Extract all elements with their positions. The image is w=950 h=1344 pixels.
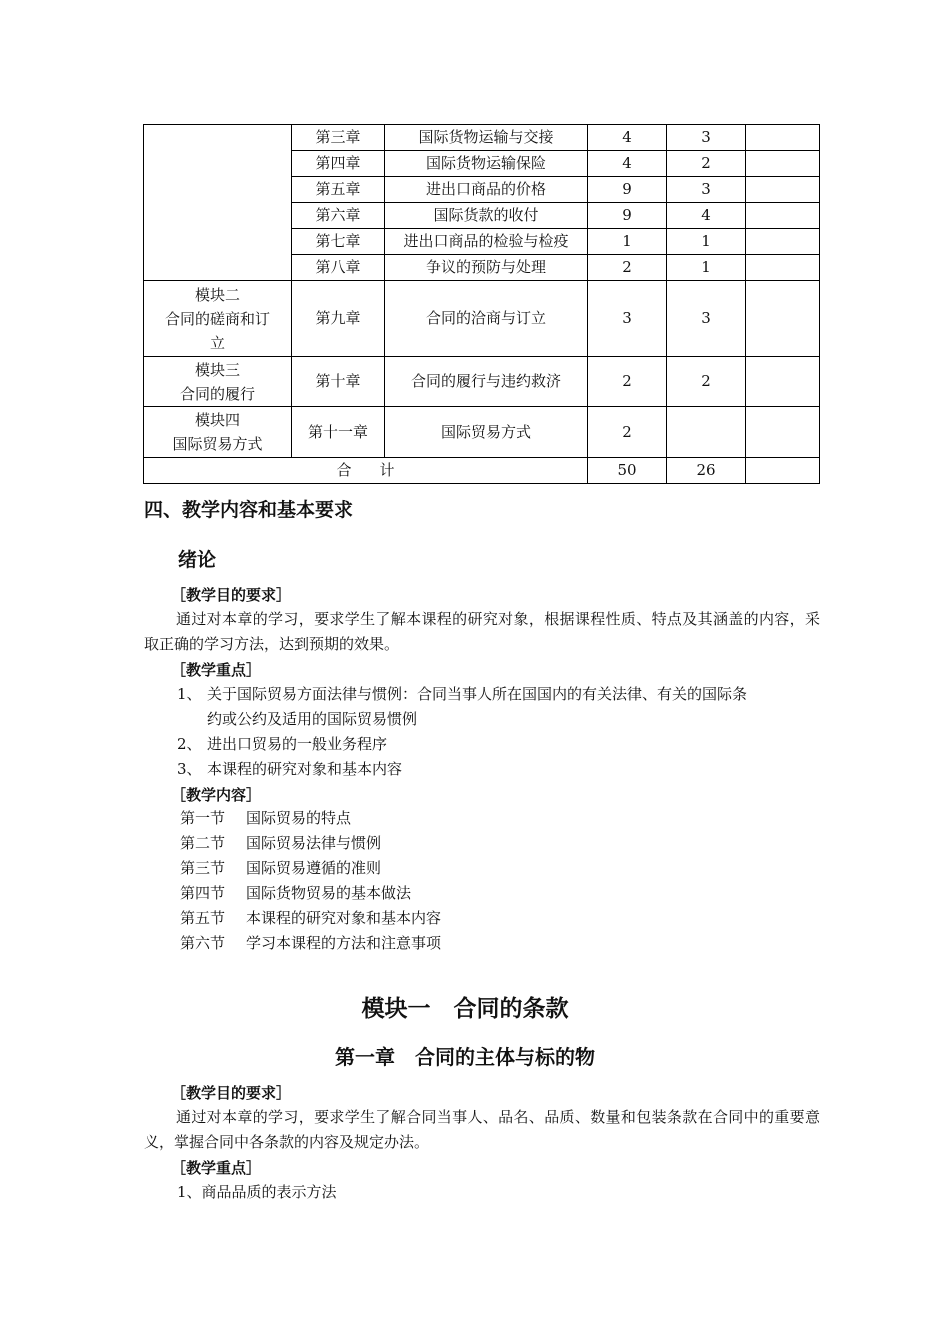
chapter-cell: 第八章 bbox=[292, 255, 385, 281]
hours-cell: 4 bbox=[588, 151, 667, 177]
chapter-cell: 第六章 bbox=[292, 203, 385, 229]
chapter-cell: 第四章 bbox=[292, 151, 385, 177]
hours-cell: 4 bbox=[667, 203, 746, 229]
section-heading: 四、教学内容和基本要求 bbox=[144, 499, 354, 521]
hours-cell bbox=[746, 125, 820, 151]
chapter-cell: 第七章 bbox=[292, 229, 385, 255]
hours-cell bbox=[746, 407, 820, 458]
module-title: 合同的履行 bbox=[179, 384, 255, 403]
hours-cell: 2 bbox=[588, 255, 667, 281]
module-cell-empty bbox=[144, 125, 292, 281]
hours-cell bbox=[746, 229, 820, 255]
content-item-number: 第二节 bbox=[180, 834, 226, 852]
hours-cell: 3 bbox=[667, 177, 746, 203]
content-item-number: 第五节 bbox=[180, 909, 226, 927]
content-item-text: 国际贸易的特点 bbox=[246, 809, 352, 827]
hours-cell bbox=[746, 357, 820, 407]
chapter-title-cell: 合同的洽商与订立 bbox=[385, 281, 588, 357]
content-item bbox=[180, 806, 351, 831]
content-item-text: 国际贸易遵循的准则 bbox=[246, 859, 382, 877]
content-item bbox=[180, 931, 441, 956]
chapter-title-cell: 国际贸易方式 bbox=[385, 407, 588, 458]
hours-cell bbox=[746, 177, 820, 203]
module-name: 模块四 bbox=[194, 411, 240, 429]
chapter-heading: 第一章 合同的主体与标的物 bbox=[335, 1045, 595, 1069]
module-name: 模块二 bbox=[194, 285, 240, 304]
hours-cell: 1 bbox=[667, 229, 746, 255]
content-item-number: 第三节 bbox=[180, 859, 226, 877]
chapter-cell: 第九章 bbox=[292, 281, 385, 357]
hours-cell: 2 bbox=[667, 151, 746, 177]
hours-table bbox=[143, 124, 820, 484]
content-item-text: 本课程的研究对象和基本内容 bbox=[246, 909, 442, 927]
focus-item bbox=[177, 757, 402, 782]
hours-cell bbox=[746, 151, 820, 177]
total-label-b: 计 bbox=[379, 461, 395, 479]
chapter-cell: 第十章 bbox=[292, 357, 385, 407]
hours-cell: 9 bbox=[588, 177, 667, 203]
content-item-number: 第四节 bbox=[180, 884, 226, 902]
content-label: ［教学内容］ bbox=[171, 786, 262, 804]
content-item-text: 学习本课程的方法和注意事项 bbox=[246, 934, 442, 952]
hours-cell bbox=[746, 203, 820, 229]
hours-cell: 9 bbox=[588, 203, 667, 229]
content-item bbox=[180, 881, 411, 906]
goal-label: ［教学目的要求］ bbox=[171, 1084, 292, 1102]
hours-cell: 2 bbox=[588, 357, 667, 407]
hours-cell: 4 bbox=[588, 125, 667, 151]
total-hours-cell: 50 bbox=[588, 458, 667, 484]
hours-cell: 1 bbox=[588, 229, 667, 255]
focus-label: ［教学重点］ bbox=[171, 1159, 262, 1177]
chapter-cell: 第十一章 bbox=[292, 407, 385, 458]
goal-paragraph: 通过对本章的学习，要求学生了解合同当事人、品名、品质、数量和包装条款在合同中的重要意义，掌握合同中各条款的内容及规定办法。 bbox=[144, 1108, 820, 1151]
hours-cell bbox=[746, 255, 820, 281]
content-item-text: 国际贸易法律与惯例 bbox=[246, 834, 382, 852]
hours-cell: 1 bbox=[667, 255, 746, 281]
chapter-title-cell: 争议的预防与处理 bbox=[385, 255, 588, 281]
focus-item: 1、商品品质的表示方法 bbox=[177, 1183, 337, 1201]
module-cell bbox=[144, 281, 292, 357]
chapter-title-cell: 国际货物运输与交接 bbox=[385, 125, 588, 151]
hours-cell: 3 bbox=[667, 281, 746, 357]
chapter-title-cell: 国际货款的收付 bbox=[385, 203, 588, 229]
focus-label: ［教学重点］ bbox=[171, 661, 262, 679]
hours-cell bbox=[667, 407, 746, 458]
focus-item-number: 3、 bbox=[177, 760, 202, 778]
chapter-title-cell: 合同的履行与违约救济 bbox=[385, 357, 588, 407]
focus-item bbox=[177, 682, 747, 707]
total-label-a: 合 bbox=[336, 461, 352, 479]
module-title: 国际贸易方式 bbox=[172, 435, 263, 453]
chapter-title-cell: 进出口商品的价格 bbox=[385, 177, 588, 203]
goal-paragraph: 通过对本章的学习，要求学生了解本课程的研究对象，根据课程性质、特点及其涵盖的内容，采取正确的学习方法，达到预期的效果。 bbox=[144, 610, 820, 653]
module-title: 合同的磋商和订 bbox=[164, 309, 270, 328]
chapter-cell: 第五章 bbox=[292, 177, 385, 203]
hours-cell: 3 bbox=[667, 125, 746, 151]
module-cell bbox=[144, 407, 292, 458]
focus-item-continuation: 约或公约及适用的国际贸易惯例 bbox=[207, 710, 418, 728]
chapter-title-cell: 国际货物运输保险 bbox=[385, 151, 588, 177]
content-item bbox=[180, 856, 381, 881]
module-name: 模块三 bbox=[194, 360, 240, 379]
chapter-cell: 第三章 bbox=[292, 125, 385, 151]
table-total-row bbox=[144, 458, 820, 484]
table-row bbox=[144, 407, 820, 458]
module-title-cont: 立 bbox=[209, 333, 225, 352]
content-item-number: 第一节 bbox=[180, 809, 226, 827]
content-item-number: 第六节 bbox=[180, 934, 226, 952]
module-cell bbox=[144, 357, 292, 407]
table-row bbox=[144, 357, 820, 407]
content-item bbox=[180, 906, 441, 931]
content-item-text: 国际货物贸易的基本做法 bbox=[246, 884, 412, 902]
total-hours-cell bbox=[746, 458, 820, 484]
focus-item-number: 1、 bbox=[177, 685, 202, 703]
hours-cell: 2 bbox=[588, 407, 667, 458]
hours-cell bbox=[746, 281, 820, 357]
total-hours-cell: 26 bbox=[667, 458, 746, 484]
focus-item-text: 进出口贸易的一般业务程序 bbox=[207, 735, 388, 753]
intro-heading: 绪论 bbox=[178, 549, 217, 571]
hours-cell: 3 bbox=[588, 281, 667, 357]
focus-item-text: 本课程的研究对象和基本内容 bbox=[207, 760, 403, 778]
module-heading: 模块一 合同的条款 bbox=[361, 996, 569, 1022]
focus-item-text: 关于国际贸易方面法律与惯例：合同当事人所在国国内的有关法律、有关的国际条 bbox=[207, 685, 748, 703]
table-row bbox=[144, 281, 820, 357]
hours-cell: 2 bbox=[667, 357, 746, 407]
total-label-cell bbox=[144, 458, 588, 484]
goal-label: ［教学目的要求］ bbox=[171, 586, 292, 604]
content-item bbox=[180, 831, 381, 856]
focus-item bbox=[177, 732, 387, 757]
table-row bbox=[144, 125, 820, 151]
chapter-title-cell: 进出口商品的检验与检疫 bbox=[385, 229, 588, 255]
focus-item-number: 2、 bbox=[177, 735, 202, 753]
